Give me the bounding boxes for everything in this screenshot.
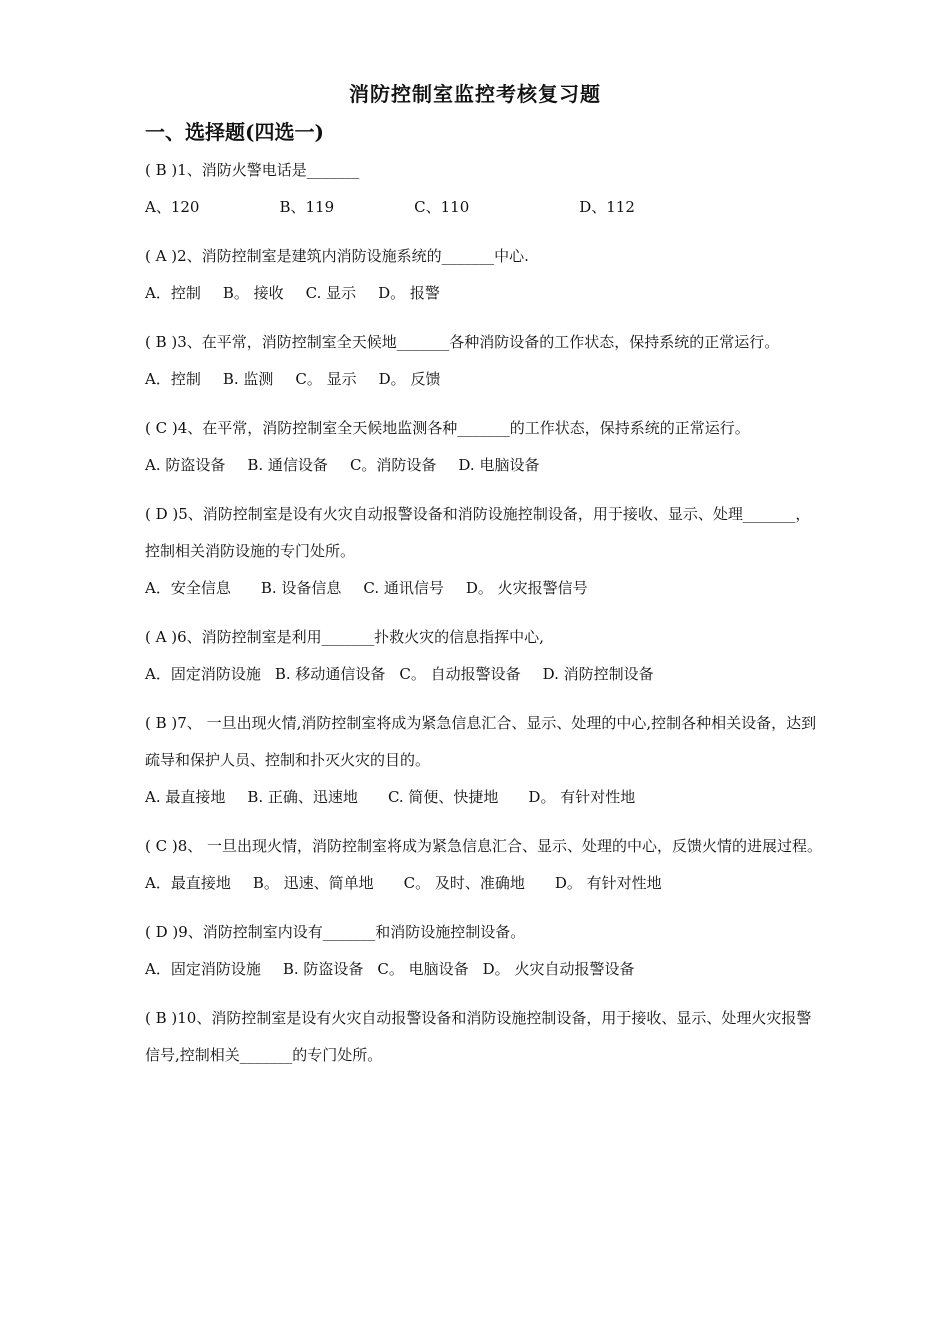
answer-option: D。 有针对性地: [528, 788, 636, 806]
answer-option: B。 迅速、简单地: [252, 874, 374, 892]
answer-option: B. 移动通信设备: [274, 665, 386, 683]
question-item: [145, 238, 825, 312]
question-item: [145, 152, 825, 226]
answer-options: [145, 779, 825, 816]
question-text: ( D )9、消防控制室内设有_______和消防设施控制设备。: [145, 923, 526, 941]
question-item: [145, 705, 825, 816]
answer-option: D、112: [579, 198, 635, 216]
answer-option: A．固定消防设施: [145, 960, 261, 978]
answer-options: [145, 189, 825, 226]
answer-options: [145, 361, 825, 398]
answer-options: [145, 447, 825, 484]
question-text: ( D )5、消防控制室是设有火灾自动报警设备和消防设施控制设备，用于接收、显示、处理_______，控制相关消防设施的专门处所。: [145, 505, 811, 560]
answer-options: [145, 656, 825, 693]
answer-option: C。 电脑设备: [377, 960, 469, 978]
answer-option: D。 火灾报警信号: [465, 579, 588, 597]
question-text: ( B )3、在平常，消防控制室全天候地_______各种消防设备的工作状态，保持系统的正常运行。: [145, 333, 780, 351]
question-list: [145, 152, 825, 1086]
answer-option: D。 反馈: [378, 370, 441, 388]
question-item: [145, 496, 825, 607]
answer-option: D。 有针对性地: [554, 874, 662, 892]
answer-option: D. 消防控制设备: [542, 665, 654, 683]
question-text: ( B )7、 一旦出现火情,消防控制室将成为紧急信息汇合、显示、处理的中心,控制各种相关设备，达到疏导和保护人员、控制和扑灭火灾的目的。: [145, 714, 817, 769]
answer-option: A. 最直接地: [145, 788, 226, 806]
answer-option: B. 通信设备: [247, 456, 328, 474]
answer-option: A．最直接地: [145, 874, 231, 892]
answer-option: B. 设备信息: [260, 579, 342, 597]
question-text: ( C )8、 一旦出现火情，消防控制室将成为紧急信息汇合、显示、处理的中心，反馈火情的进展过程。: [145, 837, 823, 855]
answer-option: C。 自动报警设备: [399, 665, 521, 683]
question-text: ( A )6、消防控制室是利用_______扑救火灾的信息指挥中心,: [145, 628, 544, 646]
question-text: ( B )10、消防控制室是设有火灾自动报警设备和消防设施控制设备，用于接收、显示、处理火灾报警信号,控制相关_______的专门处所。: [145, 1009, 812, 1064]
answer-option: C. 通讯信号: [363, 579, 444, 597]
answer-option: B、119: [279, 198, 335, 216]
answer-option: C. 简便、快捷地: [387, 788, 499, 806]
answer-options: [145, 570, 825, 607]
section-heading: 一、选择题(四选一): [145, 120, 324, 144]
answer-options: [145, 951, 825, 988]
answer-options: [145, 275, 825, 312]
answer-option: B。 接收: [222, 284, 284, 302]
answer-option: D. 电脑设备: [458, 456, 540, 474]
answer-option: A. 防盗设备: [145, 456, 226, 474]
answer-option: A．安全信息: [145, 579, 231, 597]
question-item: [145, 828, 825, 902]
question-item: [145, 619, 825, 693]
answer-option: C、110: [414, 198, 470, 216]
answer-option: A、120: [145, 198, 200, 216]
answer-option: C。消防设备: [349, 456, 437, 474]
answer-option: C。 显示: [295, 370, 357, 388]
answer-option: C. 显示: [305, 284, 357, 302]
answer-option: A．控制: [145, 370, 201, 388]
answer-option: B. 正确、迅速地: [247, 788, 358, 806]
question-text: ( C )4、在平常，消防控制室全天候地监测各种_______的工作状态，保持系统的正常运行。: [145, 419, 750, 437]
question-item: [145, 1000, 825, 1074]
answer-option: D。 报警: [378, 284, 440, 302]
answer-option: C。 及时、准确地: [403, 874, 525, 892]
answer-option: D。 火灾自动报警设备: [482, 960, 635, 978]
question-item: [145, 410, 825, 484]
question-item: [145, 914, 825, 988]
question-text: ( B )1、消防火警电话是_______: [145, 161, 360, 179]
question-item: [145, 324, 825, 398]
answer-option: A．控制: [145, 284, 201, 302]
answer-option: A．固定消防设施: [145, 665, 261, 683]
question-text: ( A )2、消防控制室是建筑内消防设施系统的_______中心.: [145, 247, 529, 265]
answer-option: B. 防盗设备: [282, 960, 364, 978]
page-title: 消防控制室监控考核复习题: [349, 82, 601, 106]
answer-option: B. 监测: [222, 370, 274, 388]
answer-options: [145, 865, 825, 902]
